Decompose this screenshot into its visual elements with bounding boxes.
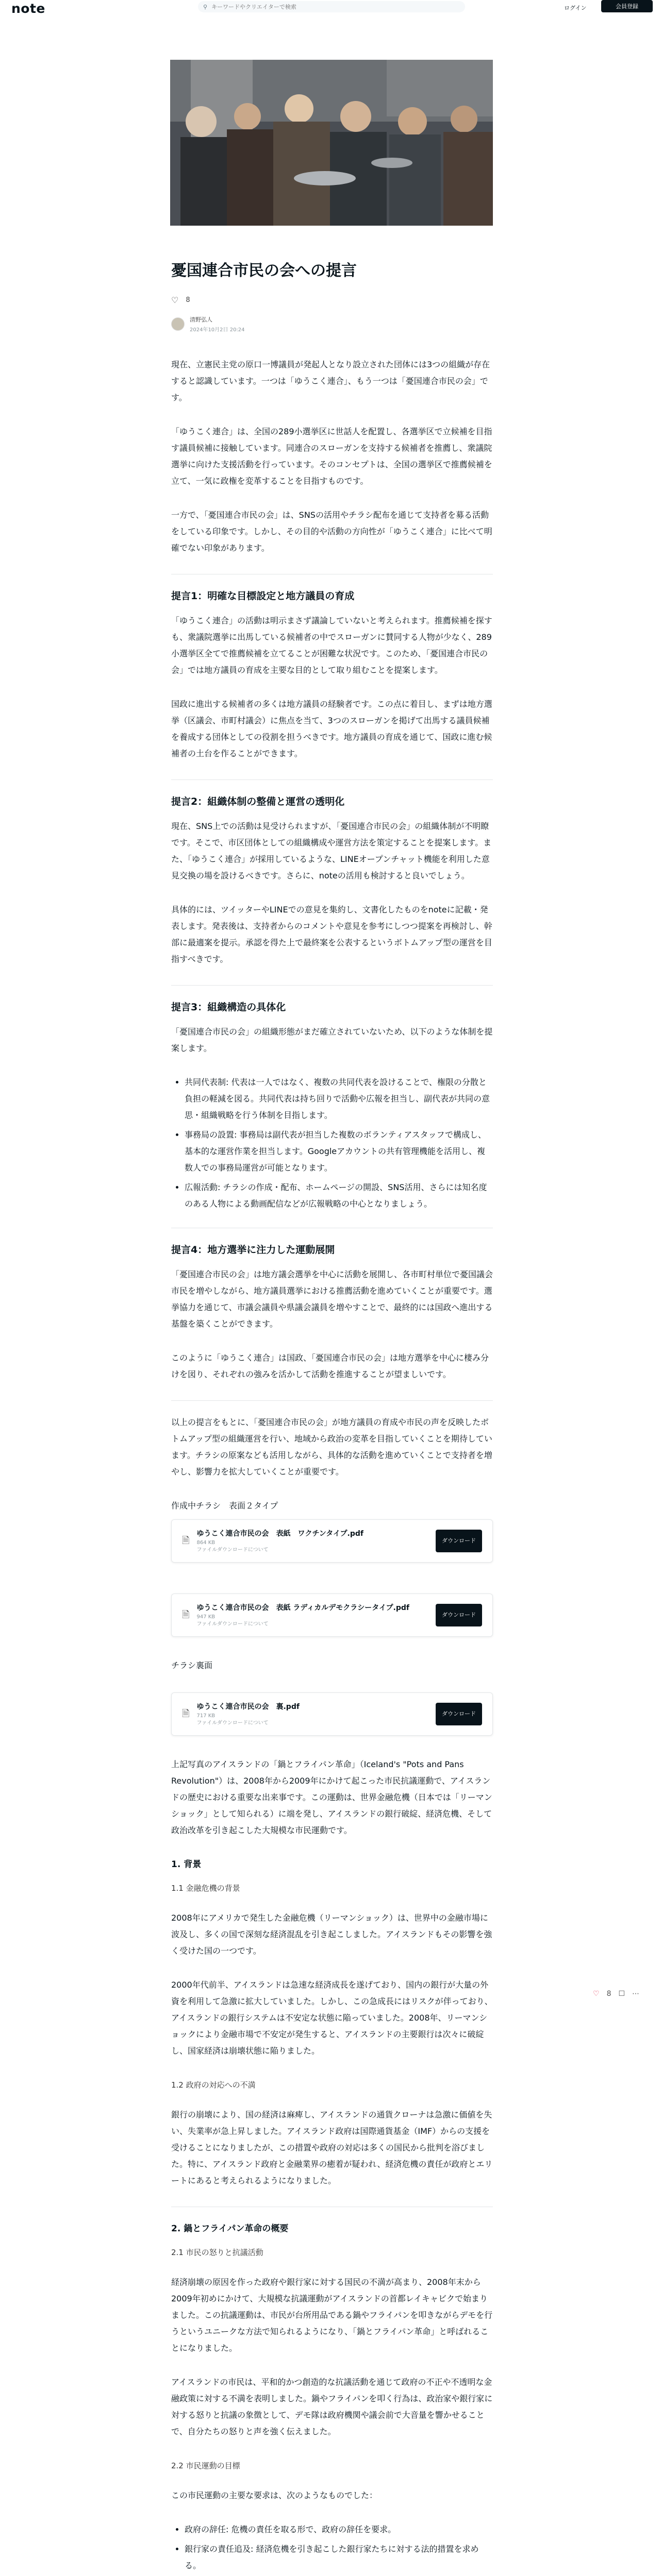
file-size: 864 KB <box>196 1539 216 1546</box>
note-logo[interactable]: note <box>11 1 45 16</box>
article-title: 憂国連合市民の会への提言 <box>171 262 357 280</box>
list-item: • 銀行家の責任追及: 経済危機を引き起こした銀行家たちに対する法的措置を求める。 <box>185 2541 493 2574</box>
file-size: 947 KB <box>196 1614 216 1620</box>
section-heading: 1. 背景 <box>171 1859 202 1870</box>
signup-button[interactable]: 会員登録 <box>601 0 653 12</box>
divider <box>171 1400 493 1401</box>
file-download-note[interactable]: ファイルダウンロードについて <box>196 1621 269 1627</box>
paragraph: 国政に進出する候補者の多くは地方議員の経験者です。この点に着目し、まずは地方選挙（区議会、市町村議会）に焦点を当て、3つのスローガンを掲げて出馬する議員候補を養成する団体としての役割を担うべきです。地方議員の育成を通じて、国政に進む候補者の土台を作ることができます。 <box>171 699 492 758</box>
paragraph: 「ゆうこく連合」の活動は明示まさず議論していないと考えられます。推薦候補を探すも、衆議院選挙に出馬している候補者の中でスローガンに賛同する人物が少なく、289小選挙区全てで推薦候補を立てることが困難な状況です。このため、「憂国連合市民の会」では地方議員の育成を主要な目的として取り組むことを提案します。 <box>171 615 492 675</box>
floating-like-count: 8 <box>606 1990 611 1998</box>
file-attachment[interactable] <box>171 1594 493 1637</box>
floating-actions <box>593 1990 639 1998</box>
file-icon: 🗎 <box>182 1708 190 1719</box>
paragraph: 以上の提言をもとに、「憂国連合市民の会」が地方議員の育成や市民の声を反映したボトムアップ型の組織運営を行い、地域から政治の変革を目指していくことを期待しています。チラシの原案なども活用しながら、具体的な活動を進めていくことで支持者を増やし、影響力を拡大していくことが重要です。 <box>171 1417 492 1477</box>
article-body <box>171 357 493 2574</box>
paragraph: 2008年にアメリカで発生した金融危機（リーマンショック）は、世界中の金融市場に波及し、多くの国で深刻な経済混乱を引き起こしました。アイスランドもその影響を強く受けた国の一つです。 <box>171 1912 492 1956</box>
list-item: • 広報活動: チラシの作成・配布、ホームページの開設、SNS活用、さらには知名度のある人物による動画配信などが広報戦略の中心となりましょう。 <box>185 1179 493 1212</box>
paragraph: 上記写真のアイスランドの「鍋とフライパン革命」（Iceland's "Pots and Pans Revolution"）は、2008年から2009年にかけて起こった市民抗議運動で、アイスランドの歴史における重要な出来事です。この運動は、世界金融危機（日本では「リーマンショック」として知られる）に端を発し、アイスランドの銀行破綻、経済危機、そして政治改革を引き起こした大規模な市民運動です。 <box>171 1759 492 1835</box>
section-heading: 提言1：明確な目標設定と地方議員の育成 <box>171 590 355 602</box>
paragraph: 具体的には、ツイッターやLINEでの意見を集約し、文書化したものをnoteに記載・発表します。発表後は、支持者からのコメントや意見を参考にしつつ提案を再検討し、幹部に最適案を提示。承認を得た上で最終案を公表するというボトムアップ型の運営を目指すべきです。 <box>171 904 492 964</box>
paragraph: このように「ゆうこく連合」は国政、「憂国連合市民の会」は地方選挙を中心に棲み分けを図り、それぞれの強みを活かして活動を推進することが望ましいです。 <box>171 1352 489 1379</box>
section-heading: 提言4：地方選挙に注力した運動展開 <box>171 1244 335 1256</box>
avatar[interactable] <box>171 317 185 331</box>
divider <box>171 779 493 780</box>
file-attachment[interactable] <box>171 1692 493 1736</box>
paragraph: この市民運動の主要な要求は、次のようなものでした： <box>171 2490 378 2500</box>
download-button[interactable]: ダウンロード <box>436 1530 482 1552</box>
list-item: • 政府の辞任: 危機の責任を取る形で、政府の辞任を要求。 <box>185 2521 493 2538</box>
file-attachment[interactable] <box>171 1519 493 1563</box>
hero-image <box>170 60 493 226</box>
flyer-caption: 作成中チラシ 表面２タイプ <box>171 1500 278 1511</box>
author-name[interactable]: 清野弘人 <box>190 316 212 323</box>
subsection-heading: 1.1 金融危機の背景 <box>171 1883 240 1893</box>
file-name: ゆうこく連合市民の会 裏.pdf <box>196 1702 300 1711</box>
file-download-note[interactable]: ファイルダウンロードについて <box>196 1720 269 1726</box>
paragraph: 銀行の崩壊により、国の経済は麻痺し、アイスランドの通貨クローナは急激に価値を失い、失業率が急上昇しました。アイスランド政府は国際通貨基金（IMF）からの支援を受けることになりましたが、この措置や政府の対応は多くの国民から批判を浴びました。特に、アイスランド政府と金融業界の癒着が疑われ、経済危機の責任が政府とエリートにあると考えられるようになりました。 <box>171 2109 493 2185</box>
file-download-note[interactable]: ファイルダウンロードについて <box>196 1547 269 1553</box>
article <box>171 261 493 2576</box>
flyer-back-caption: チラシ裏面 <box>171 1660 213 1670</box>
bullet-list <box>185 2521 493 2574</box>
bookmark-icon[interactable]: ☐ <box>618 1990 625 1998</box>
download-button[interactable]: ダウンロード <box>436 1703 482 1725</box>
paragraph: 「ゆうこく連合」は、全国の289小選挙区に世話人を配置し、各選挙区で立候補を目指す議員候補に接触しています。同連合のスローガンを支持する候補者を推薦し、衆議院選挙に向けた支援活動を行っています。そのコンセプトは、全国の選挙区で推薦候補を立て、一気に政権を変革することを目指すものです。 <box>171 426 492 486</box>
file-name: ゆうこく連合市民の会 表紙 ワクチンタイプ.pdf <box>196 1529 363 1538</box>
file-icon: 🗎 <box>182 1535 190 1546</box>
paragraph: 「憂国連合市民の会」は地方議会選挙を中心に活動を展開し、各市町村単位で憂国議会市民を増やしながら、地方議員選挙における推薦活動を進めていくことが重要です。選挙協力を通じて、市議会議員や県議会議員を増やすことで、最終的には国政へ進出する基盤を築くことができます。 <box>171 1269 493 1329</box>
section-heading: 提言3：組織構造の具体化 <box>171 1001 286 1013</box>
subsection-heading: 2.2 市民運動の目標 <box>171 2461 240 2470</box>
file-size: 717 KB <box>196 1713 216 1719</box>
bullet-list <box>185 1074 493 1212</box>
like-count-value: 8 <box>186 296 190 304</box>
subsection-heading: 1.2 政府の対応への不満 <box>171 2080 256 2090</box>
divider <box>171 985 493 986</box>
list-item: • 事務局の設置: 事務局は副代表が担当した複数のボランティアスタッフで構成し、基本的な運営作業を担当します。Googleアカウントの共有管理機能を活用し、複数人での事務局運営が可能となります。 <box>185 1127 493 1176</box>
list-item: • 共同代表制: 代表は一人ではなく、複数の共同代表を設けることで、権限の分散と負担の軽減を図る。共同代表は持ち回りで活動や広報を担当し、副代表が共同の意思・組織戦略を行う体制を目指します。 <box>185 1074 493 1124</box>
more-icon[interactable]: ⋯ <box>632 1990 640 1998</box>
login-link[interactable]: ログイン <box>564 5 587 11</box>
file-name: ゆうこく連合市民の会 表紙 ラディカルデモクラシータイプ.pdf <box>196 1603 409 1612</box>
paragraph: 「憂国連合市民の会」の組織形態がまだ確立されていないため、以下のような体制を提案します。 <box>171 1026 493 1053</box>
like-heart-icon[interactable]: ♡ <box>593 1990 600 1998</box>
author-info[interactable] <box>171 315 493 333</box>
protest-crowd-photo <box>170 60 493 226</box>
section-heading: 2. 鍋とフライパン革命の概要 <box>171 2223 289 2234</box>
paragraph: 経済崩壊の原因を作った政府や銀行家に対する国民の不満が高まり、2008年末から2009年初めにかけて、大規模な抗議運動がアイスランドの首都レイキャビクで始まりました。この抗議運動は、市民が台所用品である鍋やフライパンを叩きながらデモを行うというユニークな方法で知られるようになり、「鍋とフライパン革命」と呼ばれることになりました。 <box>171 2277 493 2353</box>
search-input[interactable] <box>211 4 449 10</box>
paragraph: 一方で、「憂国連合市民の会」は、SNSの活用やチラシ配布を通じて支持者を募る活動をしている印象です。しかし、その目的や活動の方向性が「ゆうこく連合」に比べて明確でない印象があります。 <box>171 510 492 553</box>
search-icon: ⚲ <box>203 3 208 10</box>
publish-date: 2024年10月2日 20:24 <box>190 327 245 333</box>
paragraph: 現在、SNS上での活動は見受けられますが、「憂国連合市民の会」の組織体制が不明瞭です。そこで、市区団体としての組織構成や運営方法を策定することを提案します。また、「ゆうこく連合」が採用しているような、LINEオープンチャット機能を利用した意見交換の場を設けるべきです。さらに、noteの活用も検討すると良いでしょう。 <box>171 821 492 880</box>
subsection-heading: 2.1 市民の怒りと抗議活動 <box>171 2247 263 2257</box>
heart-icon[interactable]: ♡ <box>171 295 179 305</box>
paragraph: 現在、立憲民主党の原口一博議員が発起人となり設立された団体には3つの組織が存在すると認識しています。一つは「ゆうこく連合」、もう一つは「憂国連合市民の会」です。 <box>171 359 490 402</box>
file-icon: 🗎 <box>182 1609 190 1620</box>
section-heading: 提言2：組織体制の整備と運営の透明化 <box>171 795 345 807</box>
paragraph: 2000年代前半、アイスランドは急速な経済成長を遂げており、国内の銀行が大量の外資を利用して急激に拡大していました。しかし、この急成長にはリスクが伴っており、アイスランドの銀行システムは不安定な状態に陥っていました。2008年、リーマンショックにより金融市場で不安定が発生すると、アイスランドの主要銀行は次々に破綻し、国家経済は崩壊状態に陥りました。 <box>171 1979 493 2056</box>
like-count[interactable] <box>171 295 493 305</box>
paragraph: アイスランドの市民は、平和的かつ創造的な抗議活動を通じて政府の不正や不透明な金融政策に対する不満を表明しました。鍋やフライパンを叩く行為は、政治家や銀行家に対する怒りと抗議の象徴として、デモ隊は政府機関や議会前で大音量を響かせることで、自分たちの怒りと声を強く伝えました。 <box>171 2377 493 2436</box>
top-header <box>0 0 662 16</box>
download-button[interactable]: ダウンロード <box>436 1604 482 1626</box>
search-bar[interactable] <box>198 1 465 12</box>
